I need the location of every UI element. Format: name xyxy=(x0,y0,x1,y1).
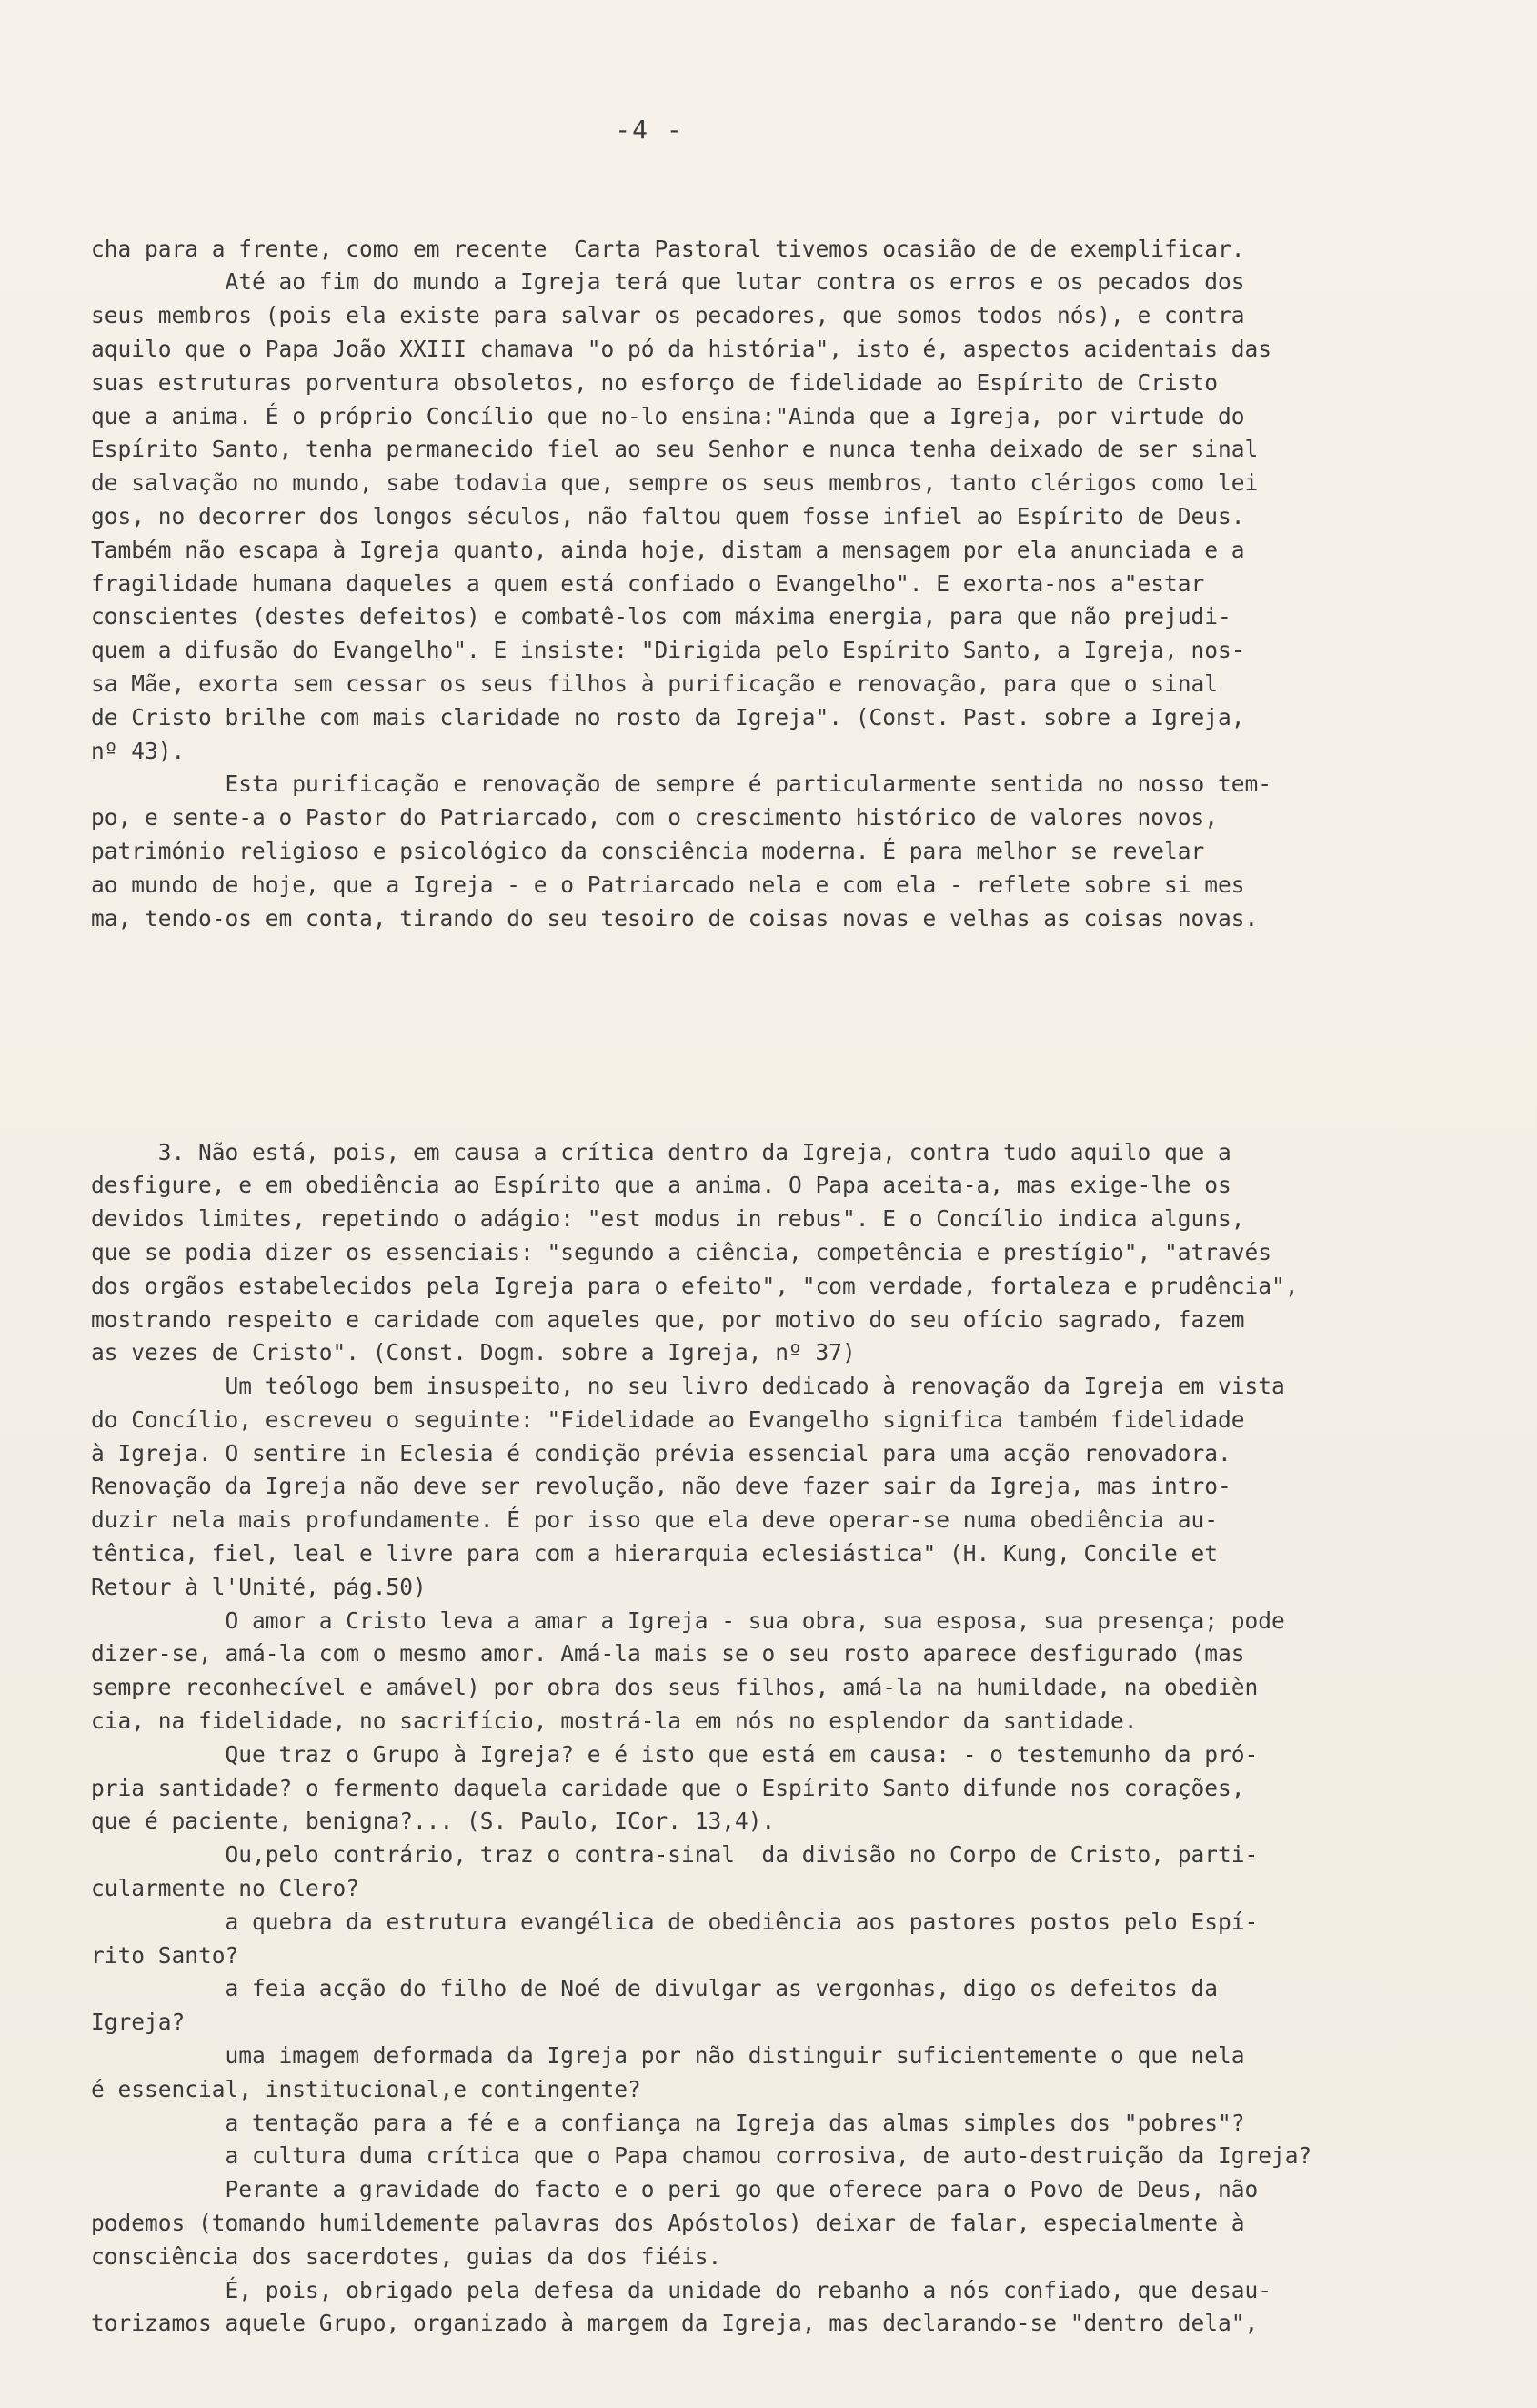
text-line: duzir nela mais profundamente. É por isso que ela deve operar-se numa obediência au- xyxy=(91,1506,1219,1534)
text-line: as vezes de Cristo". (Const. Dogm. sobre a Igreja, nº 37) xyxy=(91,1339,856,1366)
text-line: suas estruturas porventura obsoletos, no esforço de fidelidade ao Espírito de Cristo xyxy=(91,368,1219,396)
text-line: desfigure, e em obediência ao Espírito que a anima. O Papa aceita-a, mas exige-lhe os xyxy=(91,1172,1231,1199)
text-line: sa Mãe, exorta sem cessar os seus filhos à purificação e renovação, para que o sinal xyxy=(91,670,1219,697)
text-line: ma, tendo-os em conta, tirando do seu tesoiro de coisas novas e velhas as coisas novas. xyxy=(91,904,1259,932)
text-line: gos, no decorrer dos longos séculos, não faltou quem fosse infiel ao Espírito de Deus. xyxy=(91,502,1245,529)
text-line: po, e sente-a o Pastor do Patriarcado, com o crescimento histórico de valores novos, xyxy=(91,804,1219,831)
text-line: uma imagem deformada da Igreja por não distinguir suficientemente o que nela xyxy=(91,2042,1245,2070)
text-line: Retour à l'Unité, pág.50) xyxy=(91,1573,427,1600)
text-line: Espírito Santo, tenha permanecido fiel ao seu Senhor e nunca tenha deixado de ser sinal xyxy=(91,436,1259,463)
text-line: que a anima. É o próprio Concílio que no-lo ensina:"Ainda que a Igreja, por virtude do xyxy=(91,402,1245,429)
text-line: podemos (tomando humildemente palavras dos Apóstolos) deixar de falar, especialmente à xyxy=(91,2210,1245,2237)
text-line: têntica, fiel, leal e livre para com a hierarquia eclesiástica" (H. Kung, Concile et xyxy=(91,1540,1219,1567)
text-line: fragilidade humana daqueles a quem está confiado o Evangelho". E exorta-nos a"estar xyxy=(91,569,1205,597)
text-line: a tentação para a fé e a confiança na Igreja das almas simples dos "pobres"? xyxy=(91,2109,1245,2136)
text-line: Perante a gravidade do facto e o peri go que oferece para o Povo de Deus, não xyxy=(91,2176,1259,2203)
text-line: mostrando respeito e caridade com aqueles que, por motivo do seu ofício sagrado, fazem xyxy=(91,1305,1245,1333)
text-line: É, pois, obrigado pela defesa da unidade do rebanho a nós confiado, que desau- xyxy=(91,2276,1272,2303)
text-line: a feia acção do filho de Noé de divulgar as vergonhas, digo os defeitos da xyxy=(91,1975,1219,2002)
text-line: Também não escapa à Igreja quanto, ainda hoje, distam a mensagem por ela anunciada e a xyxy=(91,536,1245,563)
text-line: Esta purificação e renovação de sempre é particularmente sentida no nosso tem- xyxy=(91,771,1272,798)
text-line: ao mundo de hoje, que a Igreja - e o Patriarcado nela e com ela - reflete sobre si mes xyxy=(91,871,1245,898)
text-line: pria santidade? o fermento daquela caridade que o Espírito Santo difunde nos corações, xyxy=(91,1774,1245,1801)
text-line: torizamos aquele Grupo, organizado à margem da Igreja, mas declarando-se "dentro dela", xyxy=(91,2310,1259,2337)
text-line: seus membros (pois ela existe para salvar os pecadores, que somos todos nós), e contra xyxy=(91,302,1245,329)
text-line: Igreja? xyxy=(91,2009,186,2036)
text-line: cha para a frente, como em recente Carta Pastoral tivemos ocasião de de exemplificar. xyxy=(91,235,1245,262)
paragraph-gap xyxy=(91,1002,1391,1069)
text-line: dos orgãos estabelecidos pela Igreja para o efeito", "com verdade, fortaleza e prudência", xyxy=(91,1272,1299,1299)
text-line: O amor a Cristo leva a amar a Igreja - sua obra, sua esposa, sua presença; pode xyxy=(91,1607,1285,1634)
text-section-intro xyxy=(91,233,1391,936)
page-number: -4 - xyxy=(615,115,684,145)
text-line: é essencial, institucional,e contingente? xyxy=(91,2075,641,2102)
text-line: a quebra da estrutura evangélica de obediência aos pastores postos pelo Espí- xyxy=(91,1908,1259,1935)
text-line: cularmente no Clero? xyxy=(91,1875,360,1902)
text-line: de Cristo brilhe com mais claridade no rosto da Igreja". (Const. Past. sobre a Igreja, xyxy=(91,703,1245,730)
body-text xyxy=(91,166,1391,2408)
text-line: conscientes (destes defeitos) e combatê-los com máxima energia, para que não prejudi- xyxy=(91,603,1231,630)
text-line: à Igreja. O sentire in Eclesia é condição prévia essencial para uma acção renovadora. xyxy=(91,1439,1231,1466)
text-line: a cultura duma crítica que o Papa chamou corrosiva, de auto-destruição da Igreja? xyxy=(91,2142,1312,2170)
text-line: Que traz o Grupo à Igreja? e é isto que está em causa: - o testemunho da pró- xyxy=(91,1740,1259,1768)
text-line: dizer-se, amá-la com o mesmo amor. Amá-la mais se o seu rosto aparece desfigurado (mas xyxy=(91,1640,1245,1667)
text-line: 3. Não está, pois, em causa a crítica dentro da Igreja, contra tudo aquilo que a xyxy=(91,1138,1231,1165)
text-line: Até ao fim do mundo a Igreja terá que lutar contra os erros e os pecados dos xyxy=(91,268,1245,296)
text-line: Ou,pelo contrário, traz o contra-sinal da divisão no Corpo de Cristo, parti- xyxy=(91,1841,1259,1869)
text-line: património religioso e psicológico da consciência moderna. É para melhor se revelar xyxy=(91,837,1205,864)
text-line: Um teólogo bem insuspeito, no seu livro dedicado à renovação da Igreja em vista xyxy=(91,1373,1285,1400)
text-line: Renovação da Igreja não deve ser revolução, não deve fazer sair da Igreja, mas intro- xyxy=(91,1473,1231,1500)
text-line: sempre reconhecível e amável) por obra dos seus filhos, amá-la na humildade, na obedièn xyxy=(91,1674,1259,1701)
text-line: que se podia dizer os essenciais: "segundo a ciência, competência e prestígio", "através xyxy=(91,1238,1272,1265)
text-line: do Concílio, escreveu o seguinte: "Fidelidade ao Evangelho significa também fidelidade xyxy=(91,1406,1245,1433)
text-line: de salvação no mundo, sabe todavia que, sempre os seus membros, tanto clérigos como lei xyxy=(91,469,1259,497)
text-line: devidos limites, repetindo o adágio: "est modus in rebus". E o Concílio indica alguns, xyxy=(91,1205,1245,1233)
text-line: aquilo que o Papa João XXIII chamava "o pó da história", isto é, aspectos acidentais das xyxy=(91,335,1272,362)
text-line: cia, na fidelidade, no sacrifício, mostrá-la em nós no esplendor da santidade. xyxy=(91,1708,1138,1735)
text-line: nº 43). xyxy=(91,737,186,764)
text-line: consciência dos sacerdotes, guias da dos fiéis. xyxy=(91,2242,722,2270)
text-line: rito Santo? xyxy=(91,1941,239,1969)
text-line: quem a difusão do Evangelho". E insiste: "Dirigida pelo Espírito Santo, a Igreja, nos- xyxy=(91,637,1245,664)
text-line: que é paciente, benigna?... (S. Paulo, ICor. 13,4). xyxy=(91,1808,776,1835)
